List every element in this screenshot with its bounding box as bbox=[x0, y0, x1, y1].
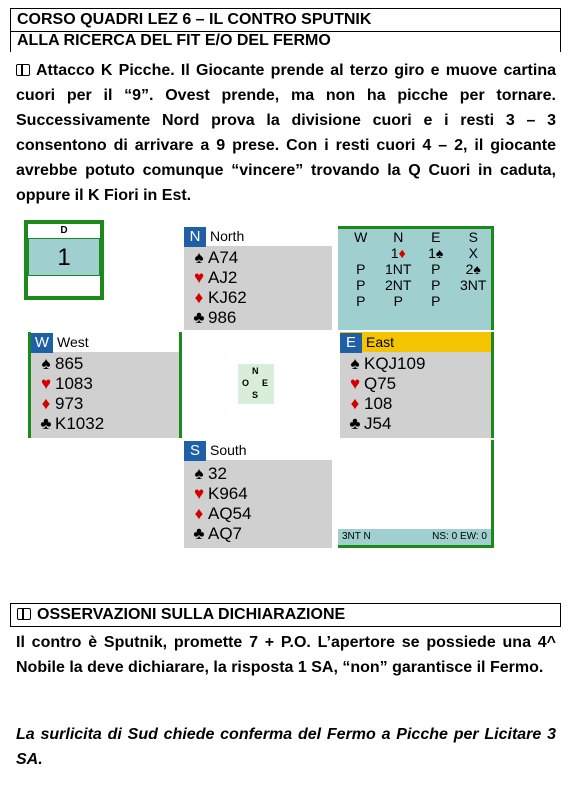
auction-bid: P bbox=[431, 293, 441, 309]
compass-west: O bbox=[242, 378, 250, 388]
section-title-text: OSSERVAZIONI SULLA DICHIARAZIONE bbox=[37, 606, 346, 623]
auction-bid: 1♦ bbox=[390, 245, 406, 261]
diamond-icon: ♦ bbox=[194, 288, 204, 307]
auction-header-w: W bbox=[354, 229, 368, 245]
west-dir-label: W bbox=[31, 333, 53, 353]
auction-bid bbox=[455, 293, 493, 309]
final-contract: 3NT N bbox=[342, 531, 371, 542]
south-hand bbox=[184, 440, 332, 548]
auction-bid: P bbox=[356, 293, 366, 309]
auction-bid: X bbox=[468, 245, 478, 261]
auction-bid: 2♠ bbox=[465, 261, 481, 277]
club-icon: ♣ bbox=[349, 414, 361, 433]
heart-icon: ♥ bbox=[349, 374, 361, 393]
auction-bid: P bbox=[356, 277, 366, 293]
north-dir-label: N bbox=[184, 227, 206, 247]
auction-bid: 3NT bbox=[460, 277, 487, 293]
observation-paragraph: Il contro è Sputnik, promette 7 + P.O. L’apertore se possiede una 4^ Nobile la deve dichiarare, la risposta 1 SA, “non” garantisce il Fermo. bbox=[16, 634, 556, 676]
result-footer bbox=[338, 529, 491, 545]
spade-icon: ♠ bbox=[194, 464, 204, 483]
club-icon: ♣ bbox=[40, 414, 52, 433]
east-hand bbox=[340, 332, 494, 438]
board-number: 1 bbox=[28, 238, 100, 276]
auction-table bbox=[342, 229, 492, 309]
page-subtitle: ALLA RICERCA DEL FIT E/O DEL FERMO bbox=[10, 30, 561, 52]
dealer-label: D bbox=[40, 224, 88, 238]
auction-header-s: S bbox=[468, 229, 478, 245]
west-clubs: K1032 bbox=[55, 414, 105, 433]
club-icon: ♣ bbox=[193, 308, 205, 327]
spade-icon: ♠ bbox=[41, 354, 51, 373]
auction-bid: 2NT bbox=[385, 277, 412, 293]
compass bbox=[238, 364, 274, 404]
east-name: East bbox=[366, 334, 395, 350]
auction-bid: 1NT bbox=[385, 261, 412, 277]
observation-note: La surlicita di Sud chiede conferma del Fermo a Picche per Licitare 3 SA. bbox=[16, 726, 556, 768]
heart-icon: ♥ bbox=[40, 374, 52, 393]
south-clubs: AQ7 bbox=[208, 524, 243, 543]
north-diamonds: KJ62 bbox=[208, 288, 247, 307]
north-clubs: 986 bbox=[208, 308, 237, 327]
east-dir-label: E bbox=[340, 333, 362, 353]
intro-paragraph bbox=[16, 58, 556, 208]
score: NS: 0 EW: 0 bbox=[432, 531, 487, 542]
intro-text: Attacco K Picche. Il Giocante prende al terzo giro e muove cartina cuori per il “9”. Ovest prende, ma non ha picche per tornare. Successivamente Nord prova la divisione cuori e i resti 3 – 3 consentono di arrivare a 9 prese. Con i resti cuori 4 – 2, il giocante avrebbe potuto comunque “vincere” trovando la Q Cuori in caduta, oppure il K Fiori in Est. bbox=[16, 62, 556, 204]
east-hearts: Q75 bbox=[364, 374, 397, 393]
diamond-icon: ♦ bbox=[350, 394, 360, 413]
auction-bid: P bbox=[356, 261, 366, 277]
auction-box bbox=[338, 226, 494, 330]
result-box bbox=[338, 440, 494, 548]
south-hearts: K964 bbox=[208, 484, 248, 503]
south-dir-label: S bbox=[184, 441, 206, 461]
compass-south: S bbox=[252, 390, 259, 400]
auction-bid bbox=[342, 245, 380, 261]
north-spades: A74 bbox=[208, 248, 239, 267]
section-title bbox=[10, 603, 561, 627]
compass-north: N bbox=[252, 366, 259, 376]
book-icon bbox=[16, 64, 30, 76]
board-number-box bbox=[24, 220, 104, 300]
west-hand bbox=[28, 332, 182, 438]
east-diamonds: 108 bbox=[364, 394, 393, 413]
auction-bid: P bbox=[431, 277, 441, 293]
west-diamonds: 973 bbox=[55, 394, 84, 413]
auction-header-n: N bbox=[393, 229, 404, 245]
page-title: CORSO QUADRI LEZ 6 – IL CONTRO SPUTNIK bbox=[10, 8, 561, 32]
west-spades: 865 bbox=[55, 354, 84, 373]
south-diamonds: AQ54 bbox=[208, 504, 252, 523]
diamond-icon: ♦ bbox=[41, 394, 51, 413]
spade-icon: ♠ bbox=[194, 248, 204, 267]
club-icon: ♣ bbox=[193, 524, 205, 543]
bridge-diagram bbox=[24, 220, 497, 550]
south-name: South bbox=[210, 442, 247, 458]
auction-bid: P bbox=[393, 293, 403, 309]
east-spades: KQJ109 bbox=[364, 354, 426, 373]
north-hand bbox=[184, 226, 332, 330]
auction-bid: P bbox=[431, 261, 441, 277]
auction-header-e: E bbox=[431, 229, 441, 245]
heart-icon: ♥ bbox=[193, 484, 205, 503]
auction-bid: 1♠ bbox=[428, 245, 444, 261]
book-icon bbox=[17, 608, 31, 620]
south-spades: 32 bbox=[208, 464, 227, 483]
north-name: North bbox=[210, 228, 245, 244]
spade-icon: ♠ bbox=[350, 354, 360, 373]
north-hearts: AJ2 bbox=[208, 268, 238, 287]
west-name: West bbox=[57, 334, 89, 350]
diamond-icon: ♦ bbox=[194, 504, 204, 523]
compass-east: E bbox=[262, 378, 269, 388]
heart-icon: ♥ bbox=[193, 268, 205, 287]
east-clubs: J54 bbox=[364, 414, 392, 433]
west-hearts: 1083 bbox=[55, 374, 93, 393]
